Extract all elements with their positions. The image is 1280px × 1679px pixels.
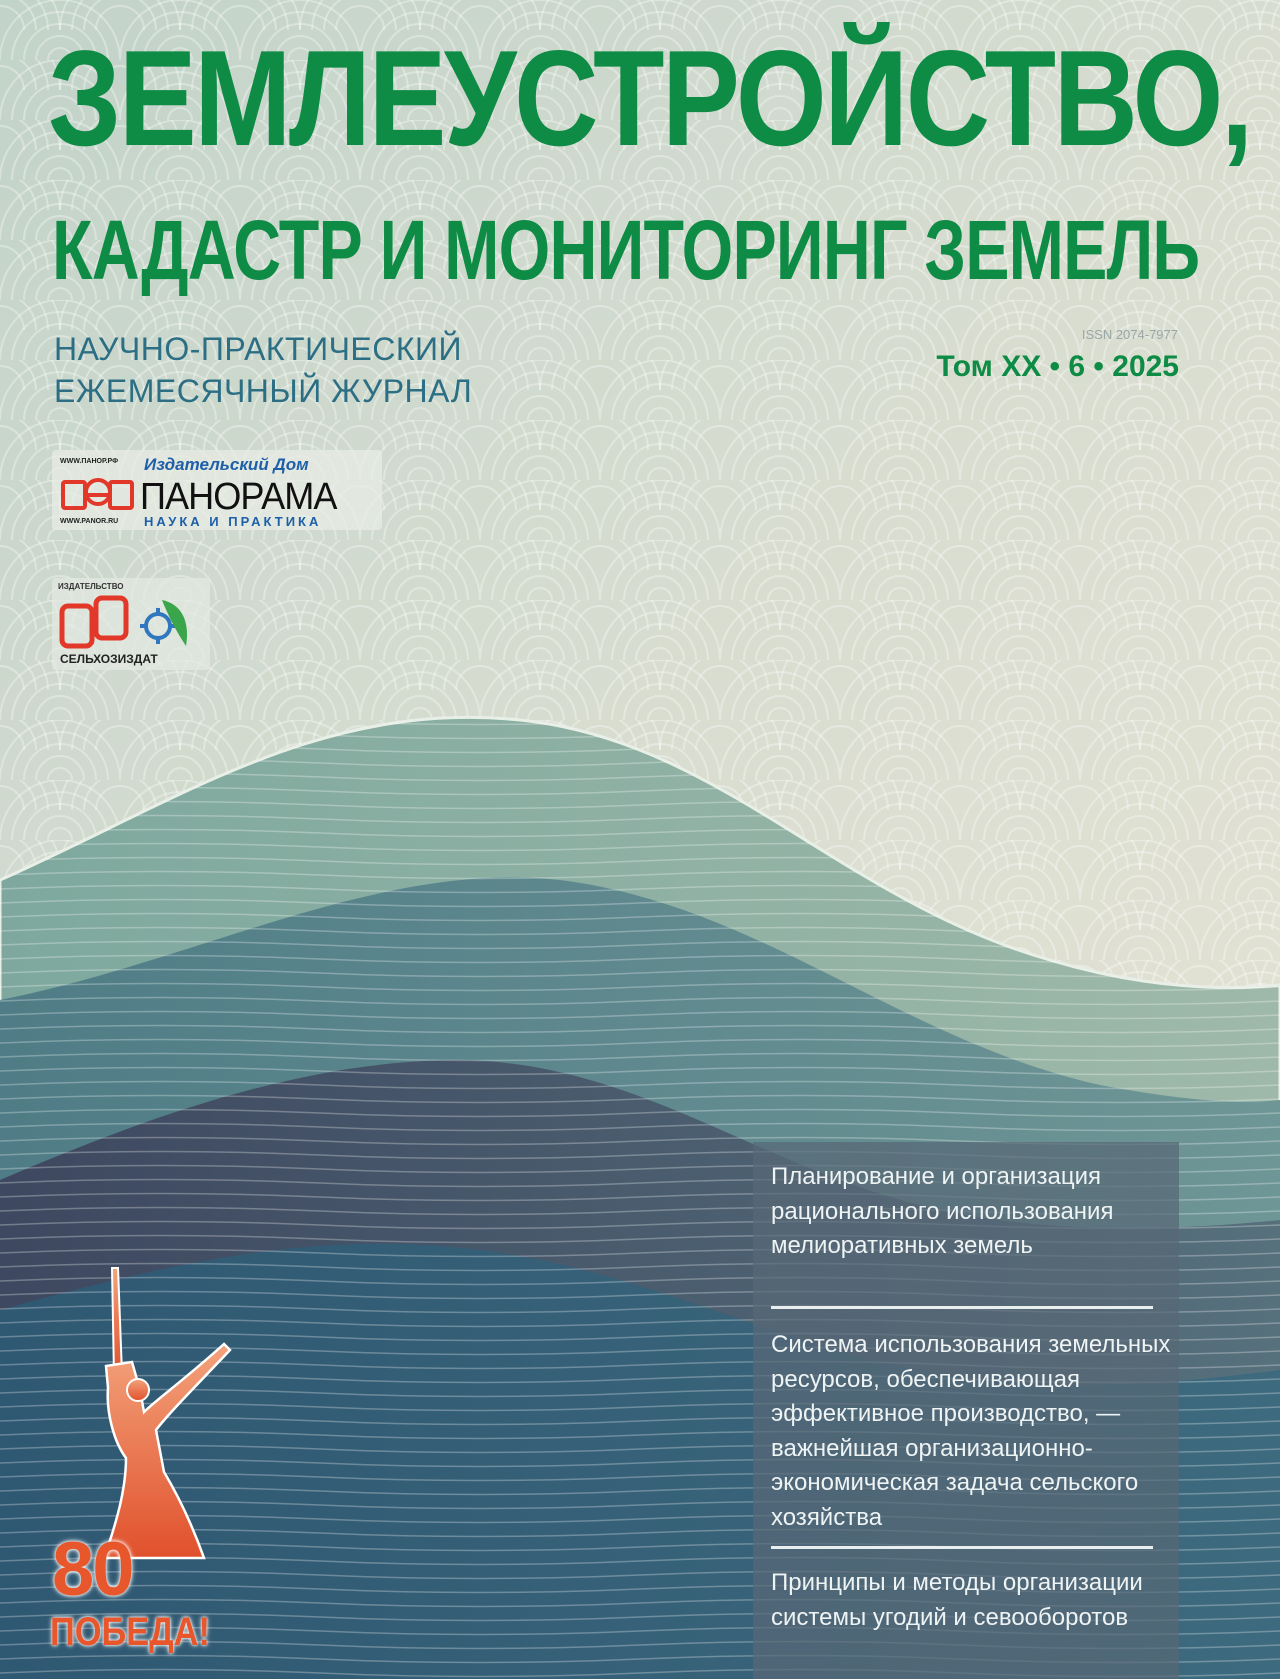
publisher-url-bottom: WWW.PANOR.RU bbox=[60, 518, 119, 525]
selhoz-name: СЕЛЬХОЗИЗДАТ bbox=[60, 652, 158, 666]
topics-panel bbox=[753, 1142, 1179, 1679]
topic-item: Планирование и организация рационального использования мелиоративных земель bbox=[771, 1163, 1114, 1259]
publisher-motto: НАУКА И ПРАКТИКА bbox=[144, 514, 322, 529]
issn-label: ISSN 2074-7977 bbox=[1081, 327, 1178, 342]
victory-number: 80 bbox=[52, 1527, 133, 1612]
victory-80-badge bbox=[44, 1262, 258, 1666]
publisher-name: ПАНОРАМА bbox=[140, 476, 337, 518]
topic-divider bbox=[771, 1306, 1153, 1309]
publisher-house-label: Издательский Дом bbox=[144, 455, 309, 474]
publisher-selhozizdat-logo bbox=[52, 578, 210, 670]
topic-item: Система использования земельных ресурсов, обеспечивающая эффективное производство, — важнейшая организационно-экономическая задача сельского хозяйства bbox=[771, 1331, 1171, 1531]
topic-divider bbox=[771, 1546, 1153, 1549]
publisher-panorama-logo bbox=[52, 450, 382, 530]
journal-subtitle: КАДАСТР И МОНИТОРИНГ ЗЕМЕЛЬ bbox=[52, 203, 1200, 297]
journal-tagline-line2: ЕЖЕМЕСЯЧНЫЙ ЖУРНАЛ bbox=[54, 373, 473, 409]
topic-item: Принципы и методы организации системы угодий и севооборотов bbox=[771, 1569, 1143, 1631]
issue-number: Том XX • 6 • 2025 bbox=[936, 350, 1179, 383]
selhoz-emblem-icon bbox=[58, 590, 204, 652]
publisher-url-top: WWW.ПАНОР.РФ bbox=[60, 458, 119, 465]
victory-text: ПОБЕДА! bbox=[50, 1610, 210, 1654]
journal-title: ЗЕМЛЕУСТРОЙСТВО, bbox=[48, 22, 1251, 174]
panorama-emblem-icon bbox=[60, 470, 136, 516]
journal-tagline-line1: НАУЧНО-ПРАКТИЧЕСКИЙ bbox=[54, 331, 463, 367]
motherland-statue-icon bbox=[44, 1262, 258, 1562]
selhoz-top-label: ИЗДАТЕЛЬСТВО bbox=[58, 582, 124, 591]
